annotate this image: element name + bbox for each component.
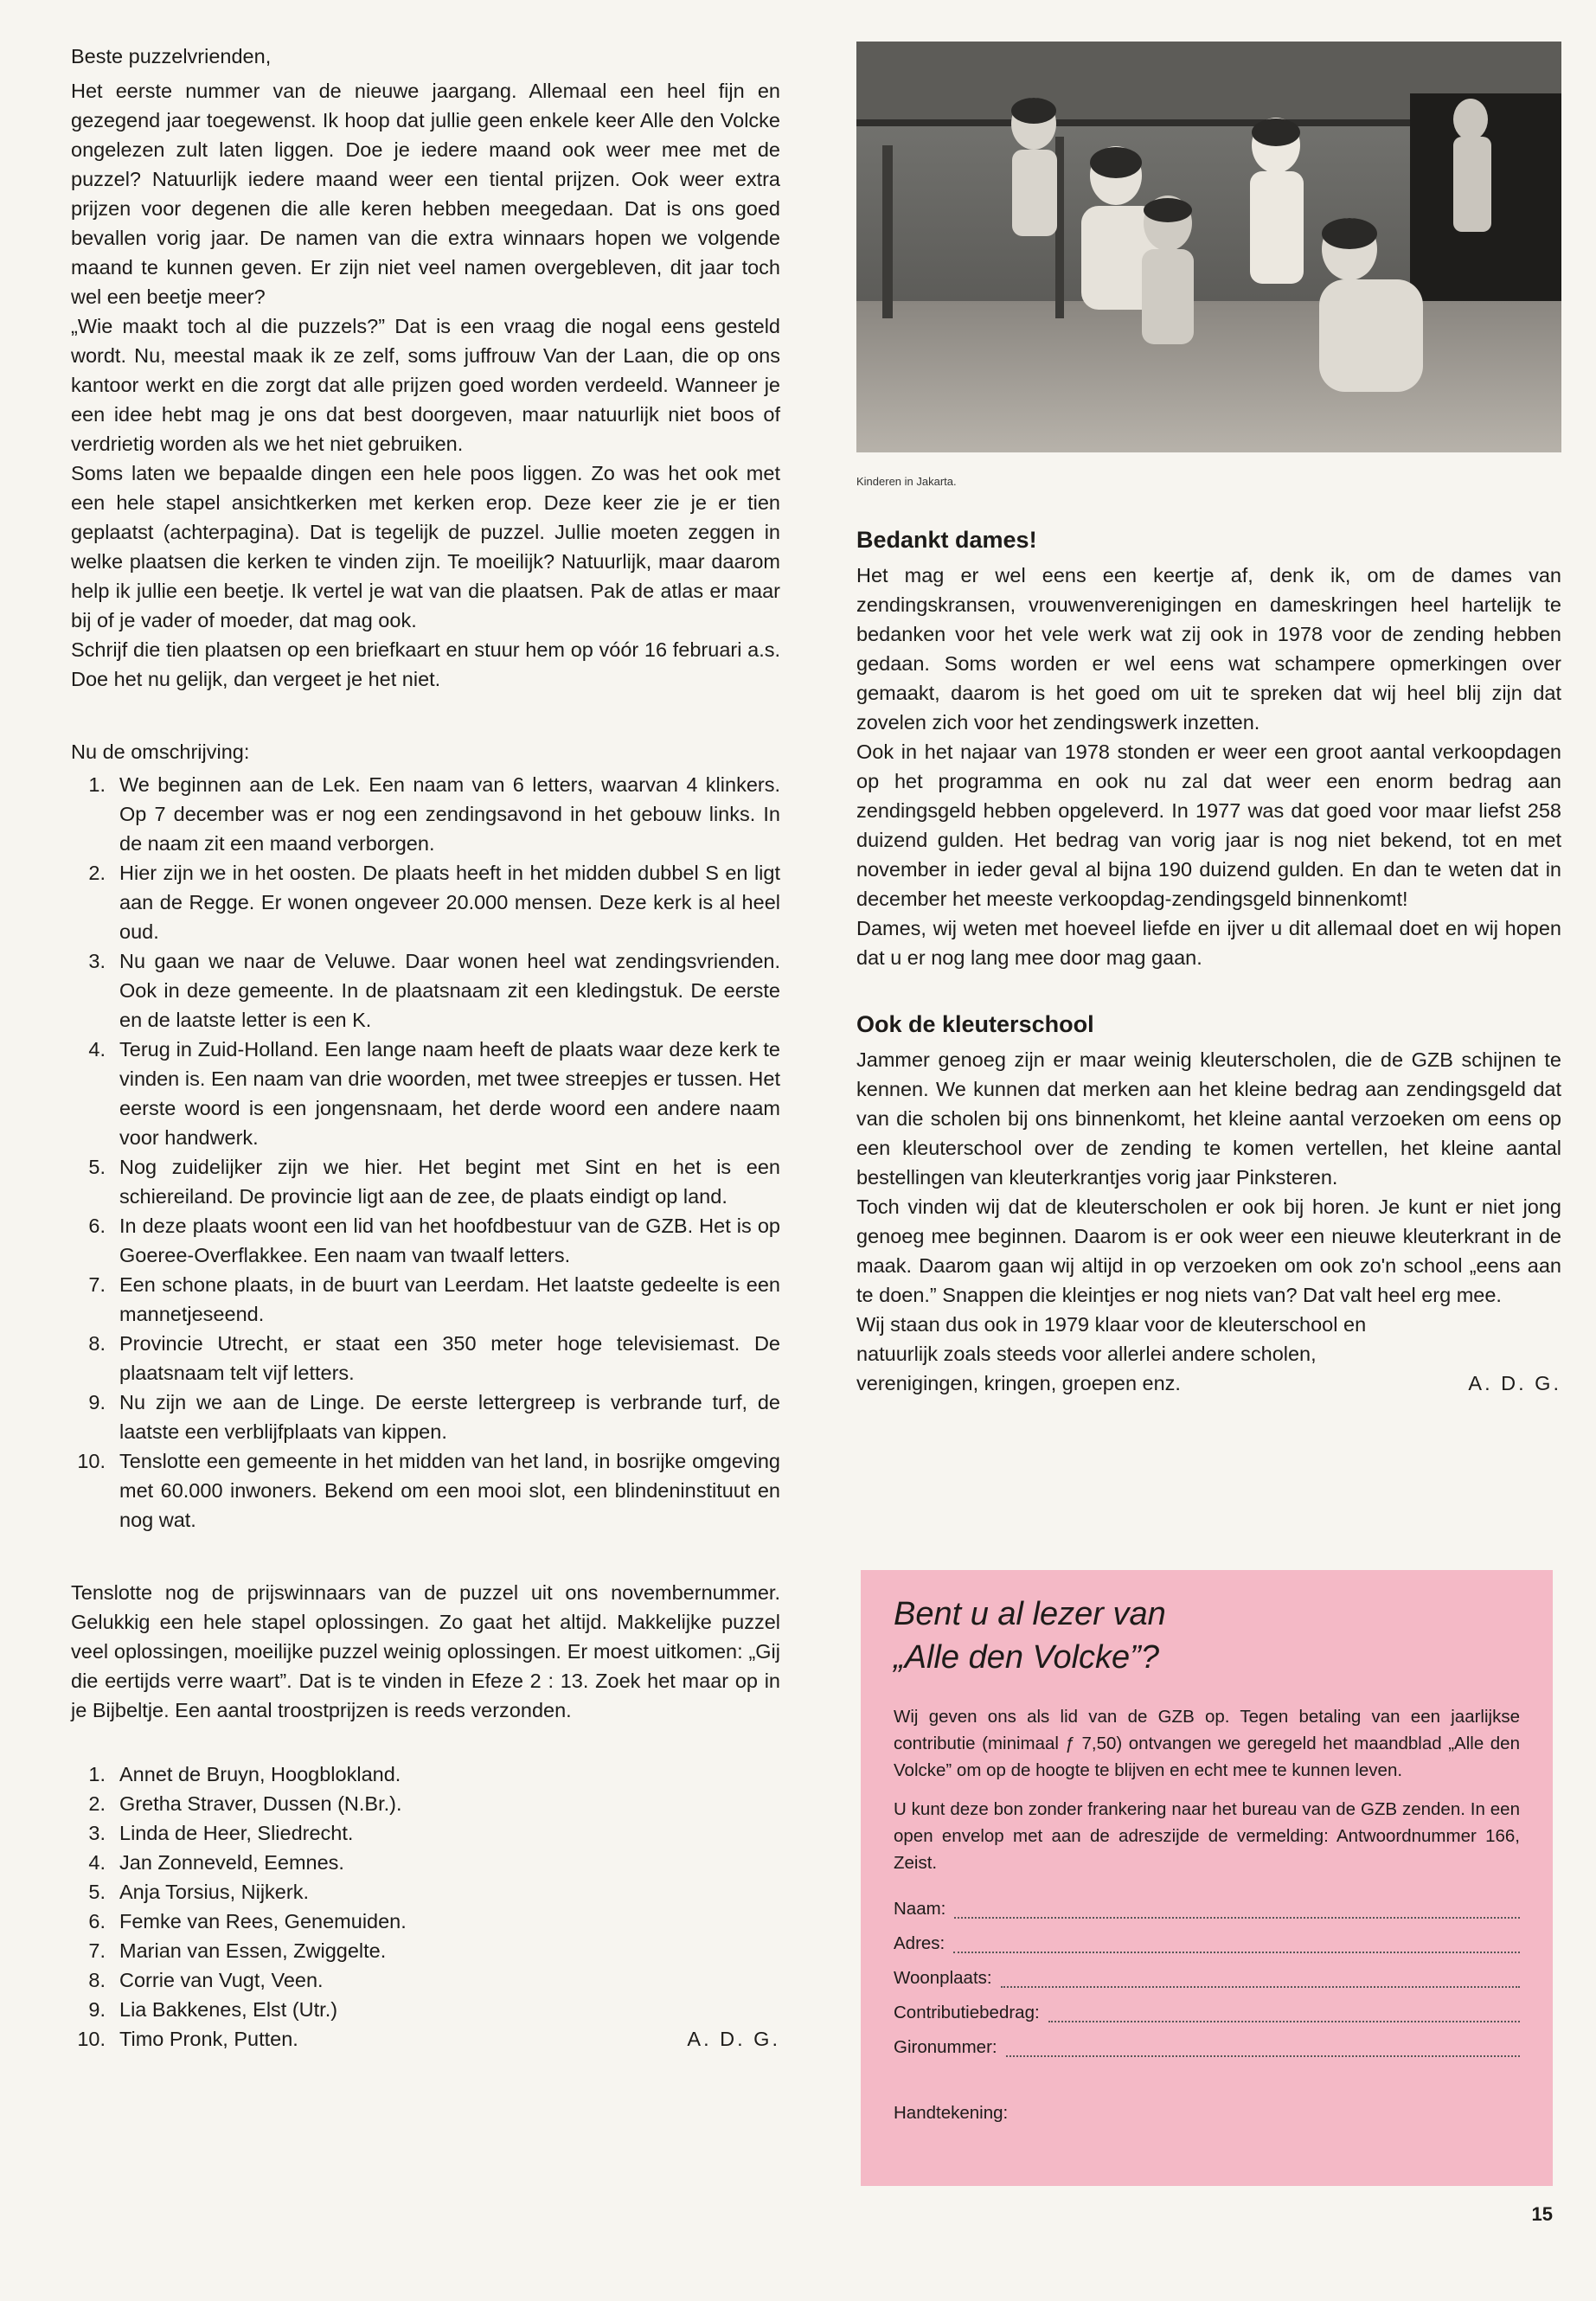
winner-name: Linda de Heer, Sliedrecht. [119,1822,354,1844]
winner-number: 3. [88,1822,106,1844]
clue-item [71,1211,780,1270]
clue-number: 1. [88,773,106,796]
clue-text: Een schone plaats, in de buurt van Leerdam. Het laatste gedeelte is een mannetjeseend. [119,1273,780,1325]
dotted-line[interactable] [953,1952,1520,1953]
clue-number: 4. [88,1038,106,1061]
field-handtekening[interactable] [894,2103,1520,2124]
winner-number: 2. [88,1792,106,1815]
puzzle-clue-list [71,770,780,1535]
field-label: Adres: [894,1933,945,1953]
clue-text: Tenslotte een gemeente in het midden van het land, in bosrijke omgeving met 60.000 inwoners. Bekend om een mooi slot, een blindeninstituut en nog wat. [119,1450,780,1531]
coupon-title-line-2: „Alle den Volcke”? [894,1639,1159,1676]
page-number: 15 [1531,2203,1553,2225]
winner-number: 6. [88,1910,106,1932]
coupon-form [894,1892,1520,2065]
winner-number: 5. [88,1881,106,1903]
winner-name: Annet de Bruyn, Hoogblokland. [119,1763,401,1785]
clue-text: We beginnen aan de Lek. Een naam van 6 letters, waarvan 4 klinkers. Op 7 december was er nog een zendingsavond in het gebouw links. In de naam zit een maand verborgen. [119,773,780,855]
winner-item [71,1877,780,1907]
clue-text: In deze plaats woont een lid van het hoofdbestuur van de GZB. Het is op Goeree-Overflakkee. Een naam van twaalf letters. [119,1215,780,1266]
clue-number: 10. [77,1450,106,1472]
clue-item [71,1035,780,1152]
winner-name: Femke van Rees, Genemuiden. [119,1910,407,1932]
clue-item [71,1329,780,1388]
field-woonplaats[interactable] [894,1961,1520,1996]
photo-caption: Kinderen in Jakarta. [856,475,957,488]
winner-item [71,1965,780,1995]
photo-children-jakarta [856,42,1561,452]
intro-paragraph-4: Schrijf die tien plaatsen op een briefkaart en stuur hem op vóór 16 februari a.s. Doe het nu gelijk, dan vergeet je het niet. [71,638,780,690]
clue-number: 3. [88,950,106,972]
signature-label: Handtekening: [894,2103,1009,2123]
photo-illustration [856,42,1561,452]
winner-item [71,1759,780,1789]
intro-paragraph-2: „Wie maakt toch al die puzzels?” Dat is een vraag die nogal eens gesteld wordt. Nu, meestal maak ik ze zelf, soms juffrouw Van der Laan, die op ons kantoor werkt en die zorgt dat alle prijzen goed worden verdeeld. Wanneer je een idee hebt mag je ons dat best doorgeven, maar natuurlijk niet boos of verdrietig worden als we het niet gebruiken. [71,315,780,455]
clue-number: 2. [88,862,106,884]
clue-item [71,1446,780,1535]
bedankt-paragraph-2: Ook in het najaar van 1978 stonden er weer een groot aantal verkoopdagen op het programma en ook nu zal dat weer een enorm bedrag aan zendingsgeld hebben opgeleverd. In 1977 was dat goed voor maar liefst 258 duizend gulden. Het bedrag van vorig jaar is nog niet bekend, tot en met november in ieder geval al bijna 190 duizend gulden. En dan te weten dat in december het meeste verkoopdag-zendingsgeld binnenkomt! [856,740,1561,910]
field-naam[interactable] [894,1892,1520,1926]
field-label: Gironummer: [894,2037,997,2057]
clue-text: Nog zuidelijker zijn we hier. Het begint met Sint en het is een schiereiland. De provincie ligt aan de zee, de plaats eindigt op land. [119,1156,780,1208]
coupon-title-line-1: Bent u al lezer van [894,1596,1166,1632]
dotted-line[interactable] [1006,2055,1520,2057]
field-label: Contributiebedrag: [894,2003,1040,2022]
subscription-coupon [861,1570,1553,2186]
clue-item [71,1388,780,1446]
clue-text: Nu gaan we naar de Veluwe. Daar wonen heel wat zendingsvrienden. Ook in deze gemeente. In de plaatsnaam zit een kledingstuk. De eerste en de laatste letter is een K. [119,950,780,1031]
winner-number: 7. [88,1939,106,1962]
clue-item [71,858,780,946]
winner-name: Timo Pronk, Putten. [119,2028,298,2050]
winner-name: Marian van Essen, Zwiggelte. [119,1939,387,1962]
clue-number: 8. [88,1332,106,1355]
clue-text: Hier zijn we in het oosten. De plaats heeft in het midden dubbel S en ligt aan de Regge. Er wonen ongeveer 20.000 mensen. Deze kerk is al heel oud. [119,862,780,943]
intro-paragraph-1: Het eerste nummer van de nieuwe jaargang. Allemaal een heel fijn en gezegend jaar toegewenst. Ik hoop dat jullie geen enkele keer Alle den Volcke ongelezen zult laten liggen. Doe je iedere maand ook weer mee met de puzzel? Natuurlijk iedere maand weer een tiental prijzen. Ook weer extra prijzen voor degenen die alle keren hebben meegedaan. Dat is ons goed bevallen vorig jaar. De namen van die extra winnaars hopen we volgende maand te kunnen geven. Er zijn niet veel namen overgebleven, dit jaar toch wel een beetje meer? [71,80,780,308]
dotted-line[interactable] [954,1917,1520,1919]
dotted-line[interactable] [1048,2021,1520,2022]
clue-item [71,1270,780,1329]
clue-item [71,770,780,858]
kleuterschool-paragraph-1: Jammer genoeg zijn er maar weinig kleuterscholen, die de GZB schijnen te kennen. We kunnen dat merken aan het kleine bedrag aan zendingsgeld dat van die scholen bij ons binnenkomt, het kleine aantal verzoeken om eens op een kleuterschool over de zending te komen vertellen, het kleine aantal bestellingen van kleuterkrantjes vorig jaar Pinksteren. [856,1048,1561,1189]
intro-paragraph-3: Soms laten we bepaalde dingen een hele poos liggen. Zo was het ook met een hele stapel ansichtkerken met kerken erop. Deze keer zie je er tien geplaatst (achterpagina). Dat is tegelijk de puzzel. Jullie moeten zeggen in welke plaatsen die kerken te vinden zijn. Te moeilijk? Natuurlijk, maar daarom help ik jullie een beetje. Ik vertel je wat van die plaatsen. Pak de atlas er maar bij of je vader of moeder, dat mag ook. [71,462,780,631]
dotted-line[interactable] [1001,1986,1520,1988]
winner-number: 1. [88,1763,106,1785]
winner-item [71,1907,780,1936]
winners-list [71,1759,780,2054]
clue-number: 6. [88,1215,106,1237]
clue-number: 5. [88,1156,106,1178]
winner-name: Anja Torsius, Nijkerk. [119,1881,309,1903]
left-column [71,42,780,2054]
winner-item [71,1848,780,1877]
clue-item [71,1152,780,1211]
winner-number: 10. [77,2028,106,2050]
coupon-paragraph-1: Wij geven ons als lid van de GZB op. Tegen betaling van een jaarlijkse contributie (minimaal ƒ 7,50) ontvangen we geregeld het maandblad „Alle den Volcke” om op de hoogte te blijven en echt mee te kunnen leven. [894,1707,1520,1780]
left-signature: A. D. G. [687,2028,780,2050]
field-gironummer[interactable] [894,2030,1520,2065]
section-title-kleuterschool: Ook de kleuterschool [856,1011,1094,1037]
kleuterschool-paragraph-3: Wij staan dus ook in 1979 klaar voor de kleuterschool en natuurlijk zoals steeds voor allerlei andere scholen, verenigingen, kringen, groepen enz. [856,1313,1367,1394]
winner-item [71,1789,780,1818]
winner-number: 8. [88,1969,106,1991]
clue-text: Terug in Zuid-Holland. Een lange naam heeft de plaats waar deze kerk te vinden is. Een naam van drie woorden, met twee streepjes er tussen. Het eerste woord is een jongensnaam, het derde woord een andere naam voor handwerk. [119,1038,780,1149]
winner-item [71,1818,780,1848]
clue-text: Provincie Utrecht, er staat een 350 meter hoge televisiemast. De plaatsnaam telt vijf letters. [119,1332,780,1384]
clue-text: Nu zijn we aan de Linge. De eerste lettergreep is verbrande turf, de laatste een verblijfplaats van kippen. [119,1391,780,1443]
coupon-paragraph-2: U kunt deze bon zonder frankering naar het bureau van de GZB zenden. In een open envelop met aan de adreszijde de vermelding: Antwoordnummer 166, Zeist. [894,1799,1520,1873]
clue-number: 9. [88,1391,106,1413]
right-column [856,42,1561,1398]
kleuterschool-paragraph-2: Toch vinden wij dat de kleuterscholen er ook bij horen. Je kunt er niet jong genoeg mee beginnen. Daarom is er ook weer een nieuwe kleuterkrant in de maak. Daarom gaan wij altijd in op verzoeken om ook zo'n school „eens aan te doen.” Snappen die kleintjes er nog niets van? Dat valt heel erg mee. [856,1195,1561,1306]
description-title: Nu de omschrijving: [71,740,250,763]
clue-item [71,946,780,1035]
section-title-bedankt: Bedankt dames! [856,527,1037,553]
winner-item [71,1995,780,2024]
field-label: Naam: [894,1899,946,1919]
greeting: Beste puzzelvrienden, [71,45,272,67]
winner-name: Lia Bakkenes, Elst (Utr.) [119,1998,338,2021]
field-label: Woonplaats: [894,1968,992,1988]
coupon-title [894,1593,1520,1679]
clue-number: 7. [88,1273,106,1296]
winner-name: Jan Zonneveld, Eemnes. [119,1851,344,1874]
bedankt-paragraph-1: Het mag er wel eens een keertje af, denk ik, om de dames van zendingskransen, vrouwenverenigingen en dameskringen heel hartelijk te bedanken voor het vele werk wat zij ook in 1978 voor de zending hebben gedaan. Soms worden er wel eens wat schampere opmerkingen over gemaakt, daarom is het goed om uit te spreken dat wij heel blij zijn dat zovelen zich voor het zendingswerk inzetten. [856,564,1561,734]
winner-number: 9. [88,1998,106,2021]
field-adres[interactable] [894,1926,1520,1961]
winners-intro: Tenslotte nog de prijswinnaars van de puzzel uit ons novembernummer. Gelukkig een hele stapel oplossingen. Zo gaat het altijd. Makkelijke puzzel veel oplossingen, moeilijke puzzel weinig oplossingen. Er moest uitkomen: „Gij die eertijds verre waart”. Dat is te vinden in Efeze 2 : 13. Zoek het maar op in je Bijbeltje. Een aantal troostprijzen is reeds verzonden. [71,1581,780,1721]
field-contributiebedrag[interactable] [894,1996,1520,2030]
bedankt-paragraph-3: Dames, wij weten met hoeveel liefde en ijver u dit allemaal doet en wij hopen dat u er nog lang mee door mag gaan. [856,917,1561,969]
winner-number: 4. [88,1851,106,1874]
winner-name: Corrie van Vugt, Veen. [119,1969,324,1991]
winner-name: Gretha Straver, Dussen (N.Br.). [119,1792,402,1815]
winner-item [71,2024,780,2054]
winner-item [71,1936,780,1965]
right-signature: A. D. G. [1468,1372,1561,1394]
